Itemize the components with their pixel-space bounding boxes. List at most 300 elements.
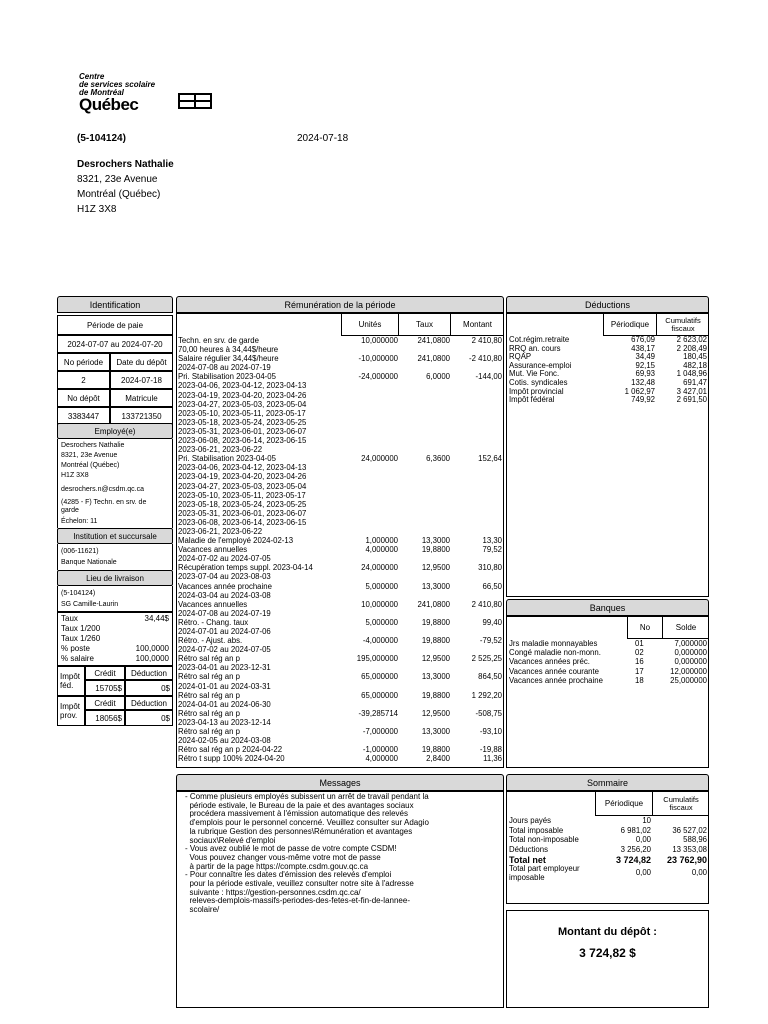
summary-rows [509, 817, 707, 882]
remuneration-desc: Rétro. - Ajust. abs. [178, 636, 243, 646]
deduction-row [509, 396, 707, 405]
remuneration-body [176, 313, 504, 768]
deposit-amount-box [506, 910, 709, 1008]
remuneration-row [178, 600, 503, 609]
summary-cumul: 0,00 [691, 868, 707, 878]
address-name: Desrochers Nathalie [77, 159, 174, 170]
message-line: suivante : https://gestion-personnes.csdm.qc.ca/ [185, 887, 361, 897]
period-number-value [57, 371, 110, 389]
remuneration-row [178, 472, 503, 481]
remuneration-row [178, 582, 503, 591]
rate-value: 100,0000 [135, 644, 169, 653]
echelon: Échelon: 11 [61, 518, 98, 525]
deposit-number-label-text: No dépôt [67, 393, 100, 403]
deposit-amount-label: Montant du dépôt : [558, 926, 657, 938]
remuneration-row [178, 391, 503, 400]
remuneration-desc: 2023-05-18, 2023-05-24, 2023-05-25 [178, 499, 307, 509]
message-line: d'emplois pour le personnel concerné. Veuillez consulter sur Adagio [185, 818, 429, 828]
remuneration-desc: Rétro sal rég an p [178, 690, 240, 700]
remuneration-taux: 6,3600 [426, 454, 450, 464]
remuneration-desc: Pri. Stabilisation 2023-04-05 [178, 372, 276, 382]
remuneration-units: 65,000000 [361, 672, 398, 682]
remuneration-taux: 19,8800 [421, 745, 450, 755]
bank-solde: 25,000000 [670, 675, 707, 685]
remuneration-montant: 13,30 [482, 536, 502, 546]
remuneration-row [178, 527, 503, 536]
identification-title: Identification [89, 299, 141, 310]
deduction-periodic: 749,92 [631, 395, 655, 405]
deduction-cumul: 691,47 [683, 377, 707, 387]
deduction-periodic: 92,15 [635, 360, 655, 370]
deduction-periodic: 69,93 [635, 369, 655, 379]
delivery-location-details [57, 586, 173, 612]
pay-period-label [57, 315, 173, 335]
employee-line: 8321, 23e Avenue [61, 452, 118, 459]
summary-label: Total part employeur imposable [509, 864, 580, 882]
rate-row [61, 634, 169, 644]
job-title-line1: (4285 - F) Techn. en srv. de [61, 499, 147, 506]
remuneration-montant: -19,88 [479, 745, 502, 755]
summary-cumul: 23 762,90 [666, 854, 707, 865]
bank-col-no-header [627, 617, 663, 639]
remuneration-units: -24,000000 [358, 372, 398, 382]
deduction-label: Cot.régim.retraite [509, 335, 570, 344]
remuneration-desc: 2023-04-19, 2023-04-20, 2023-04-26 [178, 472, 307, 482]
deductions-title: Déductions [584, 299, 631, 310]
remuneration-taux: 19,8800 [421, 617, 450, 627]
employee-reference: (5-104124) [77, 133, 126, 144]
delivery-code: (5-104124) [61, 590, 96, 597]
delivery-location-header [57, 570, 173, 586]
remuneration-desc: Techn. en srv. de garde [178, 336, 259, 345]
remuneration-row [178, 691, 503, 700]
remuneration-taux: 12,9500 [421, 654, 450, 664]
ded-col-cumul-header [657, 314, 709, 336]
bank-label: Vacances années préc. [509, 657, 590, 667]
summary-periodic: 3 724,82 [615, 854, 651, 865]
deduction-periodic: 132,48 [631, 377, 655, 387]
deduction-periodic: 34,49 [635, 352, 655, 362]
remuneration-row [178, 545, 503, 554]
remuneration-row [178, 409, 503, 418]
prov-deduction-value [125, 710, 173, 726]
remuneration-desc: 2024-02-05 au 2024-03-08 [178, 736, 271, 746]
remuneration-row [178, 636, 503, 645]
document-date: 2024-07-18 [297, 133, 349, 144]
remuneration-row [178, 554, 503, 563]
summary-label: Déductions [509, 845, 549, 855]
bank-row [509, 648, 707, 657]
quebec-wordmark: Québec [79, 95, 139, 114]
remuneration-row [178, 454, 503, 463]
deduction-label: Assurance-emploi [509, 360, 572, 370]
prov-credit-label [85, 696, 125, 710]
remuneration-desc: 2024-01-01 au 2024-03-31 [178, 681, 271, 691]
remuneration-row [178, 754, 503, 763]
remuneration-desc: 2023-04-27, 2023-05-03, 2023-05-04 [178, 481, 307, 491]
deduction-label: Mut. Vie Fonc. [509, 369, 560, 379]
summary-label: Total net [509, 854, 546, 865]
bank-no: 17 [635, 666, 644, 676]
remuneration-row [178, 418, 503, 427]
col-montant-text: Montant [463, 320, 492, 329]
prov-tax-label-text: Impôt prov. [60, 702, 81, 720]
remuneration-row [178, 618, 503, 627]
remuneration-taux: 19,8800 [421, 690, 450, 700]
messages-header [176, 774, 504, 791]
employee-section-title: Employé(e) [94, 426, 136, 436]
rate-label: Taux [61, 614, 78, 623]
remuneration-row [178, 400, 503, 409]
bank-no: 16 [635, 657, 644, 667]
summary-cumul: 588,96 [683, 835, 707, 845]
message-line: - Pour connaître les dates d'émission des relevés d'emploi [185, 870, 392, 880]
remuneration-rows [178, 336, 503, 763]
remuneration-desc: 2024-07-08 au 2024-07-19 [178, 363, 271, 373]
prov-credit-value [85, 710, 125, 726]
rate-label: Taux 1/200 [61, 624, 101, 633]
org-name-line2: de services scolaire [79, 80, 156, 89]
remuneration-desc: Vacances annuelles [178, 599, 248, 609]
sommaire-title: Sommaire [586, 777, 628, 788]
remuneration-row [178, 682, 503, 691]
remuneration-desc: 2024-07-08 au 2024-07-19 [178, 608, 271, 618]
institution-code: (006-11621) [61, 548, 99, 555]
summary-cumul: 13 353,08 [672, 845, 707, 855]
som-col-periodic-text: Périodique [604, 799, 644, 808]
mailing-address [77, 157, 174, 217]
som-col-cumul-text: Cumulatifs fiscaux [663, 794, 699, 812]
message-line: - Comme plusieurs employés subissent un arrêt de travail pendant la [185, 792, 429, 801]
remuneration-desc: 2023-04-19, 2023-04-20, 2023-04-26 [178, 390, 307, 400]
deduction-label: Impôt fédéral [509, 395, 555, 405]
remuneration-taux: 19,8800 [421, 636, 450, 646]
message-line: pour la période estivale, veuillez consulter notre site à l'adresse [185, 879, 414, 889]
messages-body [176, 791, 504, 1008]
remuneration-montant: -93,10 [479, 727, 502, 737]
summary-cumul: 36 527,02 [672, 825, 707, 835]
bank-col-solde-text: Solde [675, 623, 697, 632]
remuneration-row [178, 536, 503, 545]
fleur-de-lis-flag-icon [178, 93, 212, 109]
deduction-label-text: Déduction [130, 698, 168, 708]
message-line: période estivale, le Bureau de la paie et des avantages sociaux [185, 800, 414, 810]
remuneration-desc: 2023-04-13 au 2023-12-14 [178, 717, 271, 727]
fed-credit-label [85, 666, 125, 680]
remuneration-units: 24,000000 [361, 563, 398, 573]
remuneration-desc: Rétro sal rég an p [178, 727, 240, 737]
remuneration-desc: Rétro sal rég an p [178, 708, 240, 718]
sommaire-header [506, 774, 709, 791]
summary-label: Total non-imposable [509, 835, 579, 845]
remuneration-desc: 2024-07-01 au 2024-07-06 [178, 627, 271, 636]
remuneration-desc: 2024-03-04 au 2024-03-08 [178, 590, 271, 600]
rate-row [61, 614, 169, 624]
remuneration-row [178, 509, 503, 518]
deposit-date-value [110, 371, 173, 389]
rate-label: % poste [61, 644, 90, 653]
bank-no: 18 [635, 675, 644, 685]
remuneration-desc: 2023-04-06, 2023-04-12, 2023-04-13 [178, 381, 307, 391]
bank-label: Congé maladie non-monn. [509, 648, 601, 658]
messages-title: Messages [319, 777, 361, 788]
summary-periodic: 0,00 [635, 835, 651, 845]
deductions-header [506, 296, 709, 313]
remuneration-taux: 13,3000 [421, 672, 450, 682]
employee-section-header [57, 423, 173, 439]
remuneration-desc: Rétro t supp 100% 2024-04-20 [178, 754, 285, 764]
employee-id-label [110, 389, 173, 407]
rate-label: Taux 1/260 [61, 634, 101, 643]
remuneration-row [178, 372, 503, 381]
deduction-label-text: Déduction [130, 668, 168, 678]
deposit-number-label [57, 389, 110, 407]
remuneration-taux: 19,8800 [421, 545, 450, 555]
bank-label: Vacances année prochaine [509, 675, 603, 685]
deduction-periodic: 1 062,97 [624, 386, 655, 396]
remuneration-montant: 79,52 [482, 545, 502, 555]
deduction-cumul: 2 623,02 [676, 335, 707, 344]
remuneration-montant: 310,80 [478, 563, 502, 573]
remuneration-desc: 2023-06-08, 2023-06-14, 2023-06-15 [178, 436, 307, 446]
deduction-cumul: 2 691,50 [676, 395, 707, 405]
remuneration-desc: 2023-05-10, 2023-05-11, 2023-05-17 [178, 408, 306, 418]
remuneration-desc: 2023-06-08, 2023-06-14, 2023-06-15 [178, 517, 307, 527]
remuneration-row [178, 427, 503, 436]
org-name-line3: de Montréal [79, 88, 124, 97]
remuneration-desc: Rétro sal rég an p [178, 672, 240, 682]
remuneration-montant: 1 292,20 [471, 690, 502, 700]
remuneration-desc: 2023-07-04 au 2023-08-03 [178, 572, 271, 582]
prov-tax-label [57, 696, 85, 726]
bank-col-no-text: No [639, 623, 651, 632]
remuneration-row [178, 700, 503, 709]
bank-no: 02 [635, 648, 644, 658]
message-line: - Vous avez oublié le mot de passe de votre compte CSDM! [185, 844, 397, 854]
summary-row [509, 865, 707, 882]
remuneration-row [178, 572, 503, 581]
remuneration-row [178, 336, 503, 345]
remuneration-montant: 864,50 [478, 672, 502, 682]
fed-deduction-label [125, 666, 173, 680]
bank-row [509, 676, 707, 685]
institution-title: Institution et succursale [73, 531, 157, 541]
fed-deduction-value [125, 680, 173, 696]
summary-periodic: 3 256,20 [620, 845, 651, 855]
remuneration-row [178, 591, 503, 600]
job-title-line2: garde [61, 507, 79, 514]
remuneration-units: -10,000000 [358, 354, 398, 364]
deposit-date-label [110, 353, 173, 371]
summary-periodic: 10 [642, 816, 651, 825]
remuneration-header [176, 296, 504, 313]
remuneration-taux: 241,0800 [417, 599, 450, 609]
bank-label: Jrs maladie monnayables [509, 639, 598, 648]
col-taux-header [399, 314, 451, 336]
remuneration-units: 1,000000 [365, 536, 398, 546]
remuneration-desc: Salaire régulier 34,44$/heure [178, 354, 279, 364]
remuneration-row [178, 445, 503, 454]
summary-label: Total imposable [509, 825, 564, 835]
remuneration-row [178, 354, 503, 363]
rates-block [57, 612, 173, 666]
ded-col-periodic-header [603, 314, 657, 336]
col-montant-header [451, 314, 504, 336]
remuneration-desc: Récupération temps suppl. 2023-04-14 [178, 563, 313, 573]
employee-line: H1Z 3X8 [61, 472, 89, 479]
bank-row [509, 657, 707, 666]
rate-value: 100,0000 [135, 654, 169, 663]
remuneration-desc: Vacances année prochaine [178, 581, 272, 591]
remuneration-montant: 2 410,80 [471, 336, 502, 345]
remuneration-desc: 70,00 heures à 34,44$/heure [178, 345, 279, 355]
remuneration-montant: -79,52 [479, 636, 502, 646]
institution-details [57, 544, 173, 570]
deduction-label: Cotis. syndicales [509, 377, 568, 387]
remuneration-desc: Vacances annuelles [178, 545, 248, 555]
org-name-line1: Centre [79, 72, 105, 81]
bank-solde: 12,000000 [670, 666, 707, 676]
remuneration-taux: 13,3000 [421, 581, 450, 591]
remuneration-desc: Maladie de l'employé 2024-02-13 [178, 536, 294, 546]
message-line: Vous pouvez changer vous-même votre mot de passe [185, 852, 381, 862]
deposit-date-text: 2024-07-18 [121, 375, 162, 385]
address-street: 8321, 23e Avenue [77, 174, 158, 185]
remuneration-units: 5,000000 [365, 581, 398, 591]
remuneration-row [178, 381, 503, 390]
remuneration-units: 65,000000 [361, 690, 398, 700]
deduction-rows [509, 336, 707, 405]
remuneration-units: 10,000000 [361, 336, 398, 345]
remuneration-row [178, 563, 503, 572]
identification-header [57, 296, 173, 313]
banques-body [506, 616, 709, 768]
pay-period-label-text: Période de paie [86, 320, 144, 330]
remuneration-desc: 2023-04-27, 2023-05-03, 2023-05-04 [178, 399, 307, 409]
remuneration-row [178, 609, 503, 618]
employee-details [57, 439, 173, 528]
message-line: procédera massivement à l'émission automatique des relevés [185, 809, 408, 819]
remuneration-units: 24,000000 [361, 454, 398, 464]
remuneration-taux: 13,3000 [421, 536, 450, 546]
remuneration-taux: 12,9500 [421, 563, 450, 573]
institution-name: Banque Nationale [61, 559, 117, 566]
col-units-header [341, 314, 399, 336]
remuneration-montant: -144,00 [475, 372, 502, 382]
remuneration-montant: 2 525,25 [471, 654, 502, 664]
institution-header [57, 528, 173, 544]
deduction-cumul: 3 427,01 [676, 386, 707, 396]
remuneration-desc: Rétro sal rég an p 2024-04-22 [178, 745, 283, 755]
message-line: releves-demplois-massifs-periodes-des-fetes-et-fin-de-lannee- [185, 896, 410, 906]
banques-header [506, 599, 709, 616]
remuneration-row [178, 672, 503, 681]
banques-title: Banques [589, 602, 626, 613]
remuneration-taux: 13,3000 [421, 727, 450, 737]
deductions-body [506, 313, 709, 597]
delivery-name: SG Camille-Laurin [61, 601, 119, 608]
pay-period-value [57, 335, 173, 353]
remuneration-desc: Rétro sal rég an p [178, 654, 240, 664]
message-line: la rubrique Gestion des personnes\Rémunération et avantages [185, 826, 413, 836]
bank-rows [509, 639, 707, 685]
remuneration-row [178, 363, 503, 372]
deduction-label: RQAP [509, 352, 532, 362]
summary-periodic: 0,00 [635, 868, 651, 878]
remuneration-units: 4,000000 [365, 545, 398, 555]
rate-value: 34,44$ [144, 614, 169, 623]
remuneration-desc: 2023-06-21, 2023-06-22 [178, 526, 263, 536]
message-line: à partir de la page https://compte.csdm.gouv.qc.ca [185, 861, 369, 871]
remuneration-desc: Rétro. - Chang. taux [178, 617, 249, 627]
remuneration-row [178, 345, 503, 354]
remuneration-taux: 241,0800 [417, 336, 450, 345]
remuneration-row [178, 654, 503, 663]
remuneration-desc: 2023-04-06, 2023-04-12, 2023-04-13 [178, 463, 307, 473]
remuneration-desc: 2024-07-02 au 2024-07-05 [178, 554, 271, 564]
deduction-cumul: 1 048,96 [676, 369, 707, 379]
remuneration-row [178, 500, 503, 509]
deduction-label: Impôt provincial [509, 386, 564, 396]
delivery-location-title: Lieu de livraison [86, 573, 144, 583]
deduction-cumul: 482,18 [683, 360, 707, 370]
remuneration-montant: 99,40 [482, 617, 502, 627]
deduction-cumul: 2 208,49 [676, 343, 707, 353]
credit-label-text: Crédit [94, 668, 116, 678]
bank-col-solde-header [663, 617, 709, 639]
ded-col-periodic-text: Périodique [610, 320, 650, 329]
bank-solde: 7,000000 [674, 639, 707, 648]
rate-row [61, 624, 169, 634]
bank-solde: 0,000000 [674, 648, 707, 658]
deposit-amount-value: 3 724,82 $ [579, 946, 636, 960]
remuneration-taux: 12,9500 [421, 708, 450, 718]
deduction-periodic: 676,09 [631, 335, 655, 344]
remuneration-desc: 2024-04-01 au 2024-06-30 [178, 699, 271, 709]
employee-id-text: 133721350 [121, 411, 162, 421]
summary-label: Jours payés [509, 816, 552, 825]
rate-row [61, 644, 169, 654]
remuneration-units: 195,000000 [356, 654, 398, 664]
period-number-text: 2 [81, 375, 86, 385]
col-taux-text: Taux [416, 320, 433, 329]
remuneration-desc: 2023-05-18, 2023-05-24, 2023-05-25 [178, 417, 307, 427]
employee-line: Desrochers Nathalie [61, 442, 125, 449]
remuneration-row [178, 491, 503, 500]
remuneration-desc: 2023-04-01 au 2023-12-31 [178, 663, 271, 673]
bank-row [509, 639, 707, 648]
ded-col-cumul-text: Cumulatifs fiscaux [665, 315, 701, 333]
remuneration-montant: -2 410,80 [469, 354, 502, 364]
fed-deduction-text: 0$ [161, 683, 170, 693]
remuneration-montant: 2 410,80 [471, 599, 502, 609]
remuneration-taux: 2,8400 [426, 754, 450, 764]
remuneration-desc: 2023-05-31, 2023-06-01, 2023-06-07 [178, 426, 307, 436]
remuneration-row [178, 482, 503, 491]
remuneration-row [178, 736, 503, 745]
remuneration-row [178, 645, 503, 654]
prov-credit-text: 18056$ [95, 713, 122, 723]
prov-deduction-label [125, 696, 173, 710]
remuneration-montant: 152,64 [478, 454, 502, 464]
bank-no: 01 [635, 639, 644, 648]
remuneration-desc: 2023-05-10, 2023-05-11, 2023-05-17 [178, 490, 306, 500]
employee-email: desrochers.n@csdm.qc.ca [61, 486, 144, 493]
period-number-label [57, 353, 110, 371]
col-units-text: Unités [358, 320, 382, 329]
remuneration-row [178, 709, 503, 718]
remuneration-montant: -508,75 [475, 708, 502, 718]
